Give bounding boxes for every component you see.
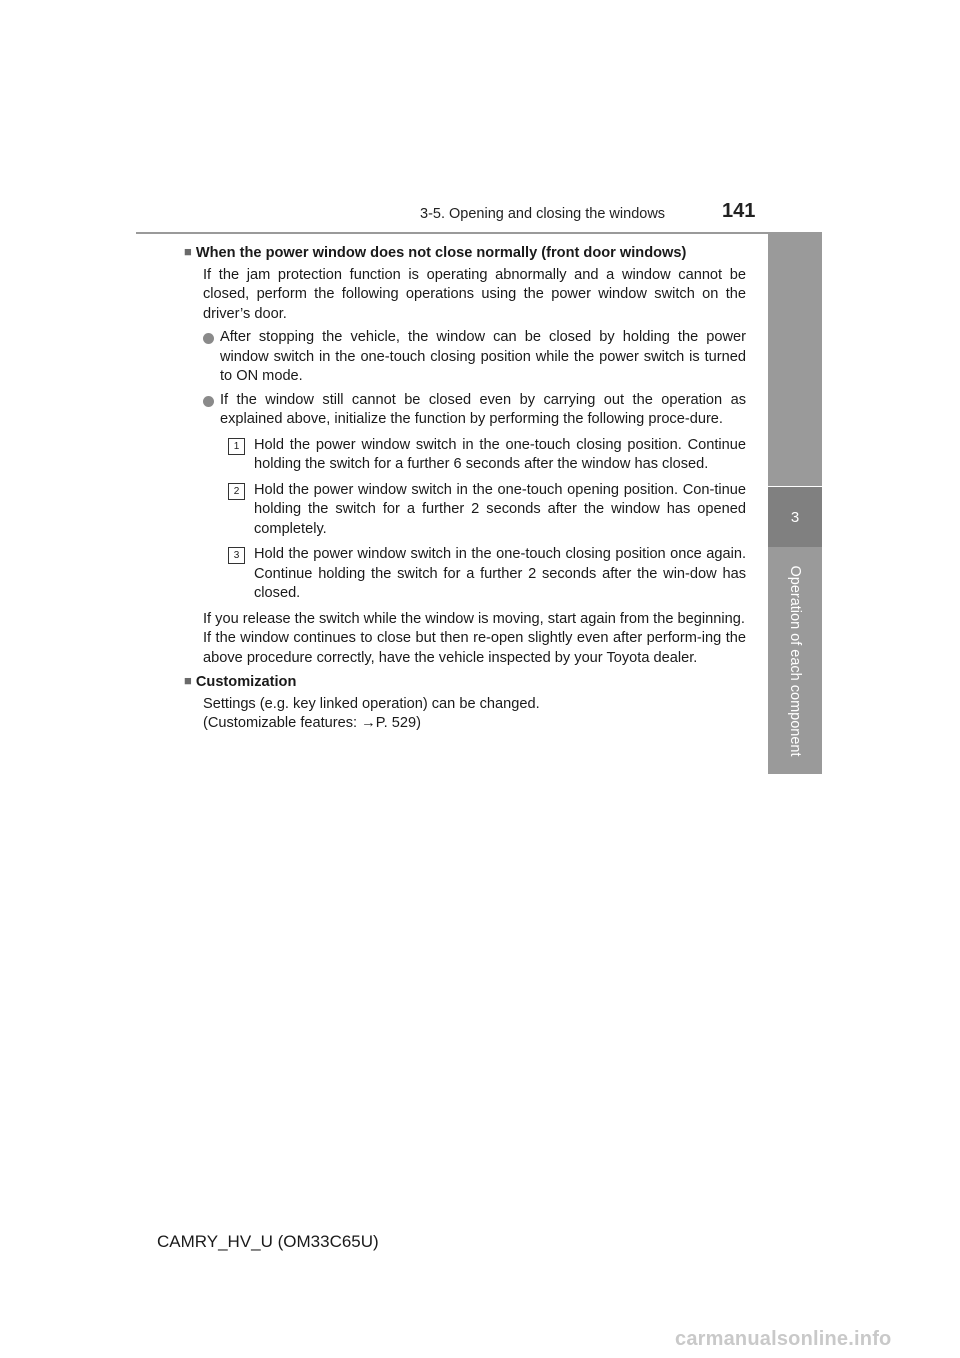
step-item	[228, 545, 746, 604]
step-number-box: 2	[228, 483, 245, 500]
step-text: Hold the power window switch in the one-touch closing position once again. Continue holding the switch for a further 2 seconds after the win-dow has closed.	[254, 546, 746, 601]
step-item	[228, 436, 746, 475]
header-divider	[136, 232, 822, 234]
chapter-number-tab	[768, 487, 822, 547]
section-heading-text: Customization	[195, 674, 297, 690]
watermark: carmanualsonline.info	[675, 1328, 892, 1350]
step-text: Hold the power window switch in the one-touch opening position. Con-tinue holding the switch for a further 2 seconds after the window has opened completely.	[254, 481, 746, 537]
customization-text: Settings (e.g. key linked operation) can be changed.	[203, 695, 540, 712]
square-bullet-icon: ■	[184, 673, 192, 688]
section-heading	[184, 243, 746, 264]
note-paragraph: If the window continues to close but then re-open slightly even after perform-ing the above procedure correctly, have the vehicle inspected by your Toyota dealer.	[203, 630, 746, 666]
intro-paragraph: If the jam protection function is operating abnormally and a window cannot be closed, perform the following operations using the power window switch on the driver’s door.	[203, 266, 746, 322]
section-title: 3-5. Opening and closing the windows	[420, 206, 666, 222]
step-number-box: 3	[228, 547, 245, 564]
circle-bullet-icon	[203, 333, 214, 344]
section-heading	[184, 672, 746, 693]
side-tab-upper	[768, 234, 822, 486]
page-number: 141	[722, 200, 756, 222]
circle-bullet-icon	[203, 396, 214, 407]
chapter-title: Operation of each component	[787, 565, 803, 757]
square-bullet-icon: ■	[184, 244, 192, 259]
model-code: CAMRY_HV_U (OM33C65U)	[157, 1232, 379, 1251]
section-heading-text: When the power window does not close normally (front door windows)	[195, 245, 687, 261]
page-content	[186, 243, 746, 734]
step-item	[228, 481, 746, 540]
list-item	[203, 391, 746, 430]
step-text: Hold the power window switch in the one-touch closing position. Continue holding the switch for a further 6 seconds after the window has closed.	[254, 436, 746, 472]
section-body	[203, 610, 746, 669]
step-number-box: 1	[228, 438, 245, 455]
section-body	[203, 695, 746, 734]
customization-reference: (Customizable features: →P. 529)	[203, 715, 421, 731]
section-body	[203, 266, 746, 325]
note-paragraph: If you release the switch while the window is moving, start again from the beginning.	[203, 610, 745, 627]
bullet-text: If the window still cannot be closed even by carrying out the operation as explained above, initialize the function by performing the following proce-dure.	[220, 391, 746, 427]
list-item	[203, 328, 746, 387]
chapter-number: 3	[790, 508, 800, 526]
bullet-text: After stopping the vehicle, the window can be closed by holding the power window switch in the one-touch closing position while the power switch is turned to ON mode.	[220, 329, 746, 384]
